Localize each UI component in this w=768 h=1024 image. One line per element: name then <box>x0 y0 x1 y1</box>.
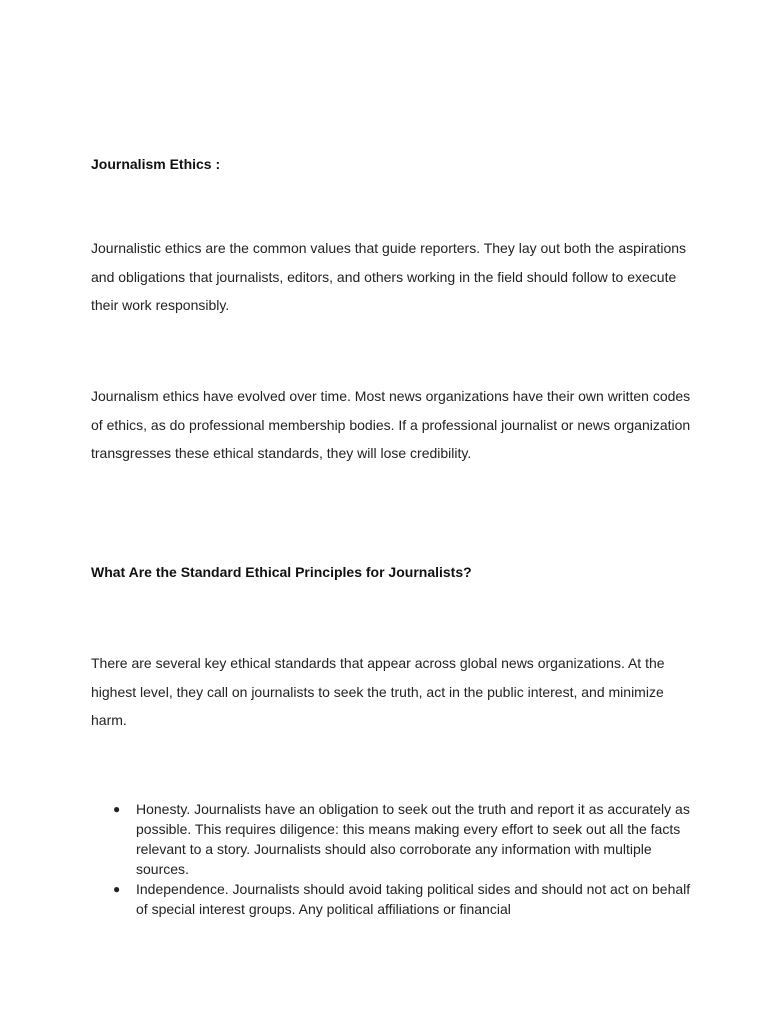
paragraph-evolution: Journalism ethics have evolved over time. Most news organizations have their own written codes of ethics, as do professional membership bodies. If a professional journalist or news organization transgresses these ethical standards, they will lose credibility. <box>91 388 691 462</box>
heading-journalism-ethics: Journalism Ethics : <box>91 156 221 172</box>
paragraph-definition: Journalistic ethics are the common values that guide reporters. They lay out both the aspirations and obligations that journalists, editors, and others working in the field should follow to execute their work responsibly. <box>91 240 687 314</box>
bullet-icon: ● <box>113 802 121 816</box>
paragraph-key-standards: There are several key ethical standards that appear across global news organizations. At the highest level, they call on journalists to seek the truth, act in the public interest, and minimize harm. <box>91 655 665 729</box>
heading-standard-principles: What Are the Standard Ethical Principles for Journalists? <box>91 564 472 580</box>
list-item-honesty <box>91 799 691 879</box>
list-item-text: Honesty. Journalists have an obligation to seek out the truth and report it as accurately as possible. This requires diligence: this means making every effort to seek out all the facts relevant to a story. Journalists should also corroborate any information with multiple sources. <box>136 801 690 877</box>
principles-list <box>91 799 691 919</box>
bullet-icon: ● <box>113 882 121 896</box>
list-item-text: Independence. Journalists should avoid taking political sides and should not act on behalf of special interest groups. Any political affiliations or financial <box>136 881 691 917</box>
list-item-independence <box>91 879 691 919</box>
